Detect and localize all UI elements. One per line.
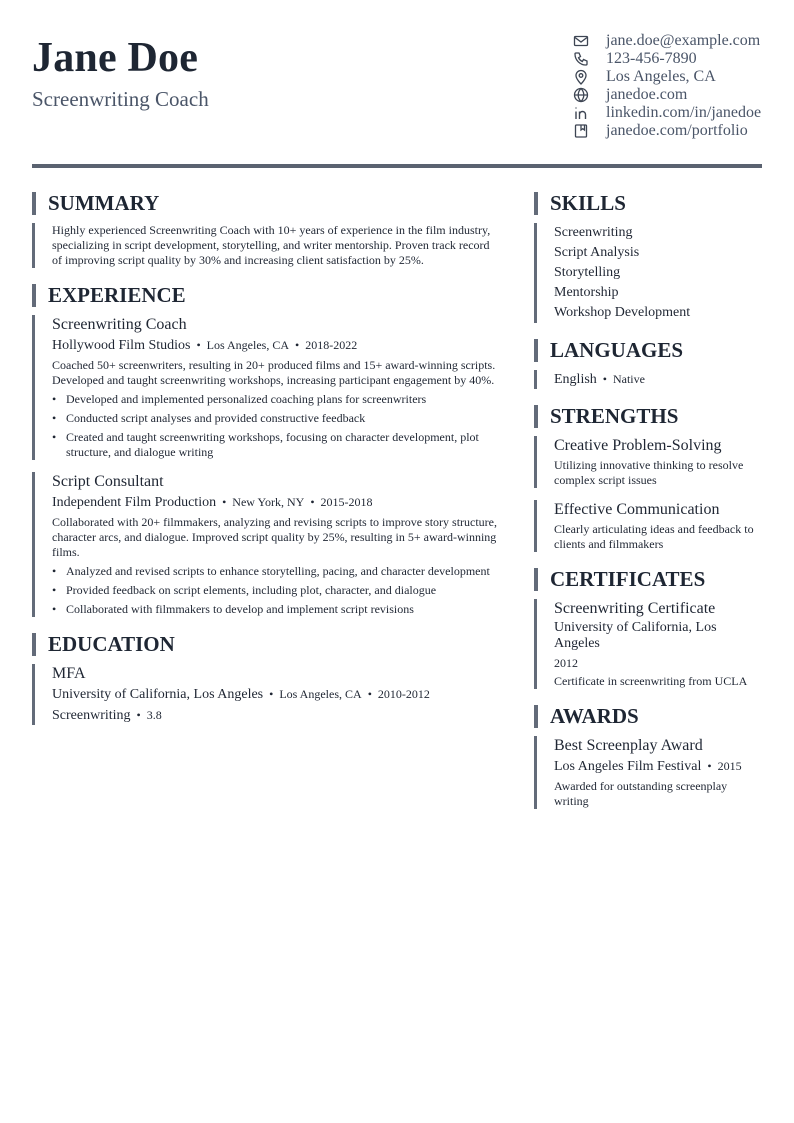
certificates-heading: CERTIFICATES <box>534 568 762 591</box>
skill-item: Workshop Development <box>554 305 691 320</box>
language-level: Native <box>612 372 645 386</box>
summary-heading: SUMMARY <box>32 192 502 215</box>
awards-heading: AWARDS <box>534 705 762 728</box>
language-name: English <box>554 372 597 387</box>
job-description: Collaborated with 20+ filmmakers, analyzing and revising scripts to improve story structure, character arcs, and dialogue. Improved script quality by 25%, resulting in 5+ award-winning films. <box>52 515 498 559</box>
degree: MFA <box>52 665 86 682</box>
job-location: Los Angeles, CA <box>206 338 290 352</box>
map-pin-icon <box>573 69 589 85</box>
strength-name: Effective Communication <box>554 501 720 518</box>
summary-text: Highly experienced Screenwriting Coach with 10+ years of experience in the film industry, specializing in script development, storytelling, and writer mentorship. Proven track record of improving script quality by 30% and increasing client satisfaction by 25%. <box>52 223 491 267</box>
education-section <box>32 633 502 725</box>
experience-entry <box>32 472 502 617</box>
website-text: janedoe.com <box>606 86 688 103</box>
certificate-issuer: University of California, Los Angeles <box>554 620 717 651</box>
education-meta: University of California, Los Angeles • Los Angeles, CA • 2010-2012 <box>52 687 430 702</box>
job-location: New York, NY <box>232 495 305 509</box>
certificate-name: Screenwriting Certificate <box>554 600 716 617</box>
education-dates: 2010-2012 <box>377 687 430 701</box>
strength-entry <box>534 436 762 488</box>
field-of-study: Screenwriting <box>52 708 131 723</box>
globe-icon <box>573 87 589 103</box>
job-title: Screenwriting Coach <box>52 316 187 333</box>
education-location: Los Angeles, CA <box>279 687 362 701</box>
school: University of California, Los Angeles <box>52 687 264 702</box>
job-bullet: • Analyzed and revised scripts to enhance storytelling, pacing, and character development <box>52 564 502 579</box>
candidate-role: Screenwriting Coach <box>32 87 209 111</box>
job-bullets <box>52 392 502 460</box>
experience-section <box>32 284 502 617</box>
right-column <box>534 192 762 825</box>
language-entry <box>534 370 762 389</box>
job-bullet: • Provided feedback on script elements, including plot, character, and dialogue <box>52 583 502 598</box>
skill-item: Script Analysis <box>554 245 640 260</box>
strengths-section <box>534 405 762 552</box>
phone-text: 123-456-7890 <box>606 50 697 67</box>
contact-portfolio[interactable] <box>573 122 773 140</box>
award-entry <box>534 736 762 809</box>
language-row: English • Native <box>554 372 645 387</box>
certificate-entry <box>534 599 762 689</box>
linkedin-text: linkedin.com/in/janedoe <box>606 104 762 121</box>
certificate-description: Certificate in screenwriting from UCLA <box>554 674 748 688</box>
education-heading: EDUCATION <box>32 633 502 656</box>
job-bullet: • Conducted script analyses and provided constructive feedback <box>52 411 502 426</box>
skill-item: Mentorship <box>554 285 619 300</box>
job-company: Hollywood Film Studios <box>52 338 191 353</box>
certificates-section <box>534 568 762 689</box>
award-name: Best Screenplay Award <box>554 737 703 754</box>
contact-list <box>573 32 773 140</box>
summary-block <box>32 223 502 268</box>
strength-description: Clearly articulating ideas and feedback to clients and filmmakers <box>554 522 754 551</box>
portfolio-text: janedoe.com/portfolio <box>606 122 748 139</box>
job-description: Coached 50+ screenwriters, resulting in 20+ produced films and 15+ award-winning scripts. Developed and taught screenwriting workshops, increasing participant engagement by 40%. <box>52 358 496 387</box>
skills-section <box>534 192 762 323</box>
skills-heading: SKILLS <box>534 192 762 215</box>
contact-location <box>573 68 773 86</box>
phone-icon <box>573 51 589 67</box>
job-bullet: • Created and taught screenwriting workshops, focusing on character development, plot structure, and dialogue writing <box>52 430 502 460</box>
job-meta: Hollywood Film Studios • Los Angeles, CA • 2018-2022 <box>52 338 358 353</box>
strengths-heading: STRENGTHS <box>534 405 762 428</box>
contact-phone[interactable] <box>573 50 773 68</box>
languages-section <box>534 339 762 389</box>
strength-name: Creative Problem-Solving <box>554 437 722 454</box>
left-column <box>32 192 502 741</box>
experience-entry <box>32 315 502 460</box>
education-field-row: Screenwriting • 3.8 <box>52 708 162 723</box>
resume-header <box>32 0 762 168</box>
skills-list <box>534 223 762 323</box>
portfolio-icon <box>573 123 589 139</box>
contact-linkedin[interactable] <box>573 104 773 122</box>
award-description: Awarded for outstanding screenplay writing <box>554 779 728 808</box>
certificate-year: 2012 <box>554 656 578 670</box>
linkedin-icon <box>573 105 589 121</box>
job-bullet: • Collaborated with filmmakers to develop and implement script revisions <box>52 602 502 617</box>
award-meta: Los Angeles Film Festival • 2015 <box>554 759 742 774</box>
job-dates: 2015-2018 <box>320 495 373 509</box>
skill-item: Screenwriting <box>554 225 633 240</box>
strength-description: Utilizing innovative thinking to resolve complex script issues <box>554 458 744 487</box>
header-divider <box>32 164 762 168</box>
gpa: 3.8 <box>146 708 162 722</box>
job-bullets <box>52 564 502 617</box>
contact-email[interactable] <box>573 32 773 50</box>
email-text: jane.doe@example.com <box>606 32 761 49</box>
awards-section <box>534 705 762 809</box>
mail-icon <box>573 33 589 49</box>
summary-section <box>32 192 502 268</box>
job-meta: Independent Film Production • New York, NY • 2015-2018 <box>52 495 373 510</box>
job-dates: 2018-2022 <box>305 338 358 352</box>
job-title: Script Consultant <box>52 473 164 490</box>
strength-entry <box>534 500 762 552</box>
job-company: Independent Film Production <box>52 495 217 510</box>
location-text: Los Angeles, CA <box>606 68 716 85</box>
job-bullet: • Developed and implemented personalized coaching plans for screenwriters <box>52 392 502 407</box>
candidate-name: Jane Doe <box>32 35 199 81</box>
award-issuer: Los Angeles Film Festival <box>554 759 702 774</box>
award-year: 2015 <box>717 759 742 773</box>
skill-item: Storytelling <box>554 265 621 280</box>
contact-website[interactable] <box>573 86 773 104</box>
languages-heading: LANGUAGES <box>534 339 762 362</box>
experience-heading: EXPERIENCE <box>32 284 502 307</box>
education-entry <box>32 664 502 725</box>
